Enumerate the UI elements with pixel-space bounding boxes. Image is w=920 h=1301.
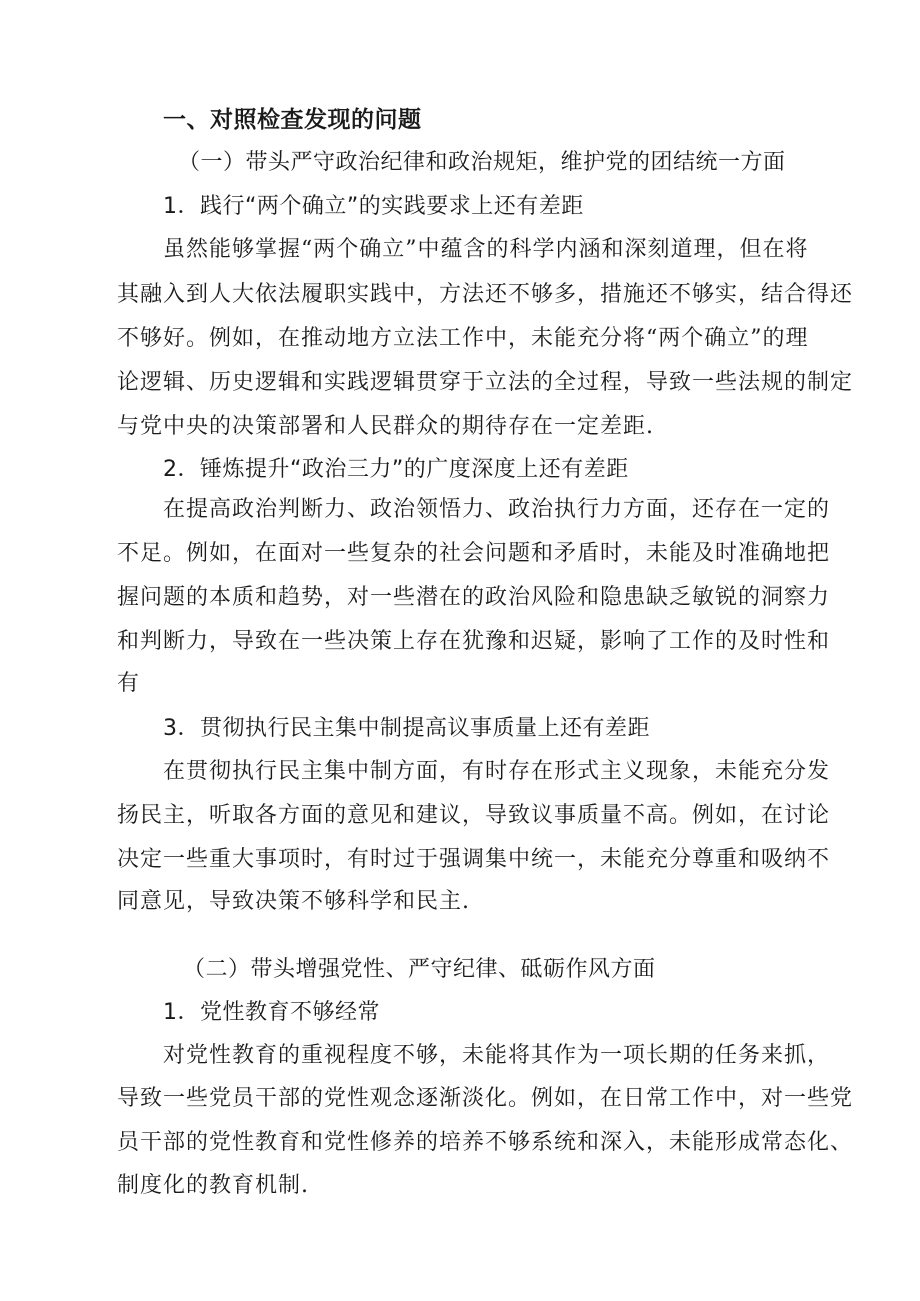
paragraph-line: 决定一些重大事项时，有时过于强调集中统一，未能充分尊重和吸纳不	[117, 847, 831, 872]
paragraph-line: 论逻辑、历史逻辑和实践逻辑贯穿于立法的全过程，导致一些法规的制定	[117, 370, 854, 395]
item-title-2-1: 1．党性教育不够经常	[163, 1000, 380, 1025]
subsection-title-2: （二）带头增强党性、严守纪律、砥砺作风方面	[183, 957, 656, 982]
item-title-1-2: 2．锤炼提升“政治三力”的广度深度上还有差距	[163, 457, 629, 482]
paragraph-line: 制度化的教育机制.	[117, 1173, 309, 1198]
paragraph-line: 对党性教育的重视程度不够，未能将其作为一项长期的任务来抓，	[163, 1043, 831, 1068]
paragraph-line: 不足。例如，在面对一些复杂的社会问题和矛盾时，未能及时准确地把	[117, 541, 831, 566]
paragraph-line: 与党中央的决策部署和人民群众的期待存在一定差距.	[117, 414, 654, 439]
paragraph-line: 导致一些党员干部的党性观念逐渐淡化。例如，在日常工作中，对一些党	[117, 1086, 854, 1111]
section-heading: 一、对照检查发现的问题	[163, 107, 422, 133]
paragraph-line: 扬民主，听取各方面的意见和建议，导致议事质量不高。例如，在讨论	[117, 803, 831, 828]
paragraph-line: 和判断力，导致在一些决策上存在犹豫和迟疑，影响了工作的及时性和	[117, 629, 831, 654]
paragraph-line: 在贯彻执行民主集中制方面，有时存在形式主义现象，未能充分发	[163, 759, 831, 784]
paragraph-line: 虽然能够掌握“两个确立”中蕴含的科学内涵和深刻道理，但在将	[163, 237, 809, 262]
item-title-1-3: 3．贯彻执行民主集中制提高议事质量上还有差距	[163, 716, 650, 741]
paragraph-line: 握问题的本质和趋势，对一些潜在的政治风险和隐患缺乏敏锐的洞察力	[117, 585, 831, 610]
subsection-title-1: （一）带头严守政治纪律和政治规矩，维护党的团结统一方面	[178, 150, 786, 175]
paragraph-line: 不够好。例如，在推动地方立法工作中，未能充分将“两个确立”的理	[117, 326, 809, 351]
paragraph-line: 员干部的党性教育和党性修养的培养不够系统和深入，未能形成常态化、	[117, 1130, 854, 1155]
paragraph-line: 有	[117, 671, 141, 696]
item-title-1-1: 1．践行“两个确立”的实践要求上还有差距	[163, 194, 584, 219]
paragraph-line: 其融入到人大依法履职实践中，方法还不够多，措施还不够实，结合得还	[117, 282, 854, 307]
paragraph-line: 同意见，导致决策不够科学和民主.	[117, 889, 470, 914]
paragraph-line: 在提高政治判断力、政治领悟力、政治执行力方面，还存在一定的	[163, 497, 831, 522]
